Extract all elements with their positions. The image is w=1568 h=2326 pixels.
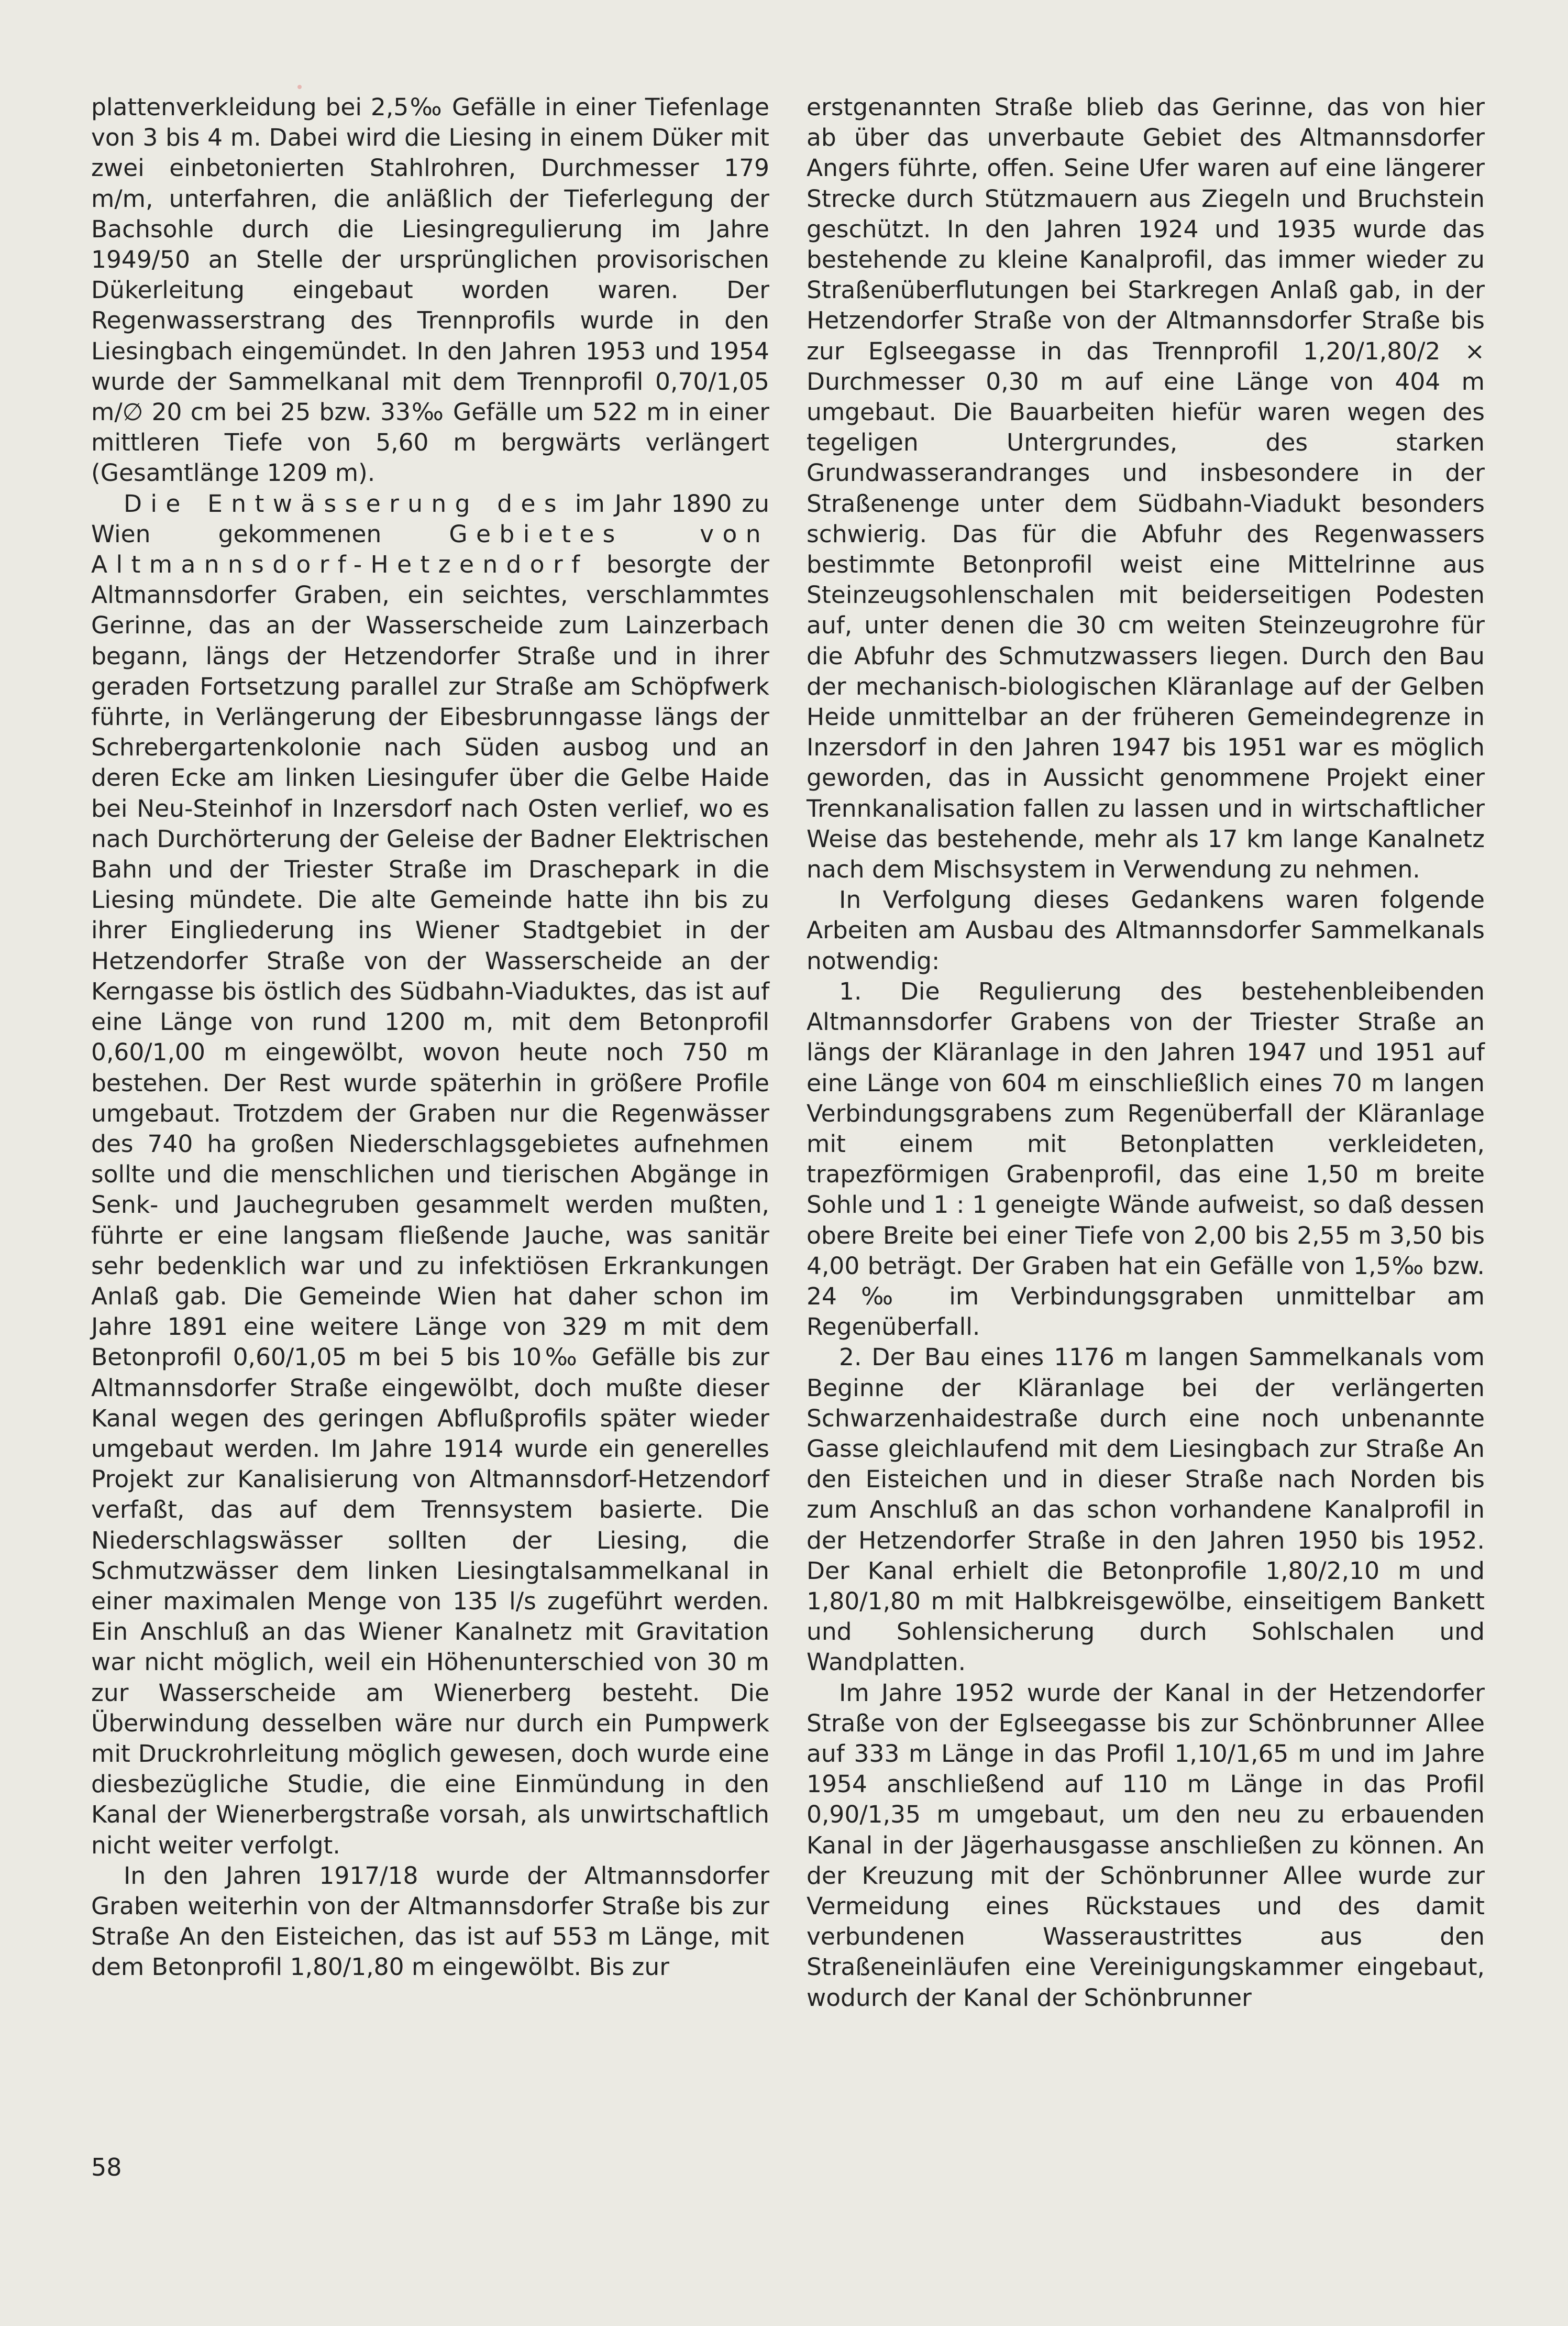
left-paragraph-1: plattenverkleidung bei 2,5‰ Gefälle in einer Tiefenlage von 3 bis 4 m. Dabei wird die Liesing in einem Düker mit zwei einbetonierten Stahlrohren, Durchmesser 179 m/m, unterfahren, die anläßlich der Tieferlegung der Bachsohle durch die Liesingregulierung im Jahre 1949/50 an Stelle der ursprünglichen provisorischen Dükerleitung eingebaut worden waren. Der Regenwasserstrang des Trennprofils wurde in den Liesingbach eingemündet. In den Jahren 1953 und 1954 wurde der Sammelkanal mit dem Trennprofil 0,70/1,05 m/∅ 20 cm bei 25 bzw. 33‰ Gefälle um 522 m in einer mittleren Tiefe von 5,60 m bergwärts verlängert (Gesamtlänge 1209 m). [91,93,769,487]
right-paragraph-4: 2. Der Bau eines 1176 m langen Sammelkanals vom Beginne der Kläranlage bei der verlängerten Schwarzenhaidestraße durch eine noch unbenannte Gasse gleichlaufend mit dem Liesingbach zur Straße An den Eisteichen und in dieser Straße nach Norden bis zum Anschluß an das schon vorhandene Kanalprofil in der Hetzendorfer Straße in den Jahren 1950 bis 1952. Der Kanal erhielt die Betonprofile 1,80/2,10 m und 1,80/1,80 m mit Halbkreisgewölbe, einseitigem Bankett und Sohlensicherung durch Sohlschalen und Wandplatten. [807,1343,1485,1676]
spaced-heading-gebietes: Gebietes von Altmannsdorf-Hetzendorf [91,520,769,579]
right-paragraph-3: 1. Die Regulierung des bestehenbleibenden Altmannsdorfer Grabens von der Triester Straße an längs der Kläranlage in den Jahren 1947 und 1951 auf eine Länge von 604 m einschließlich eines 70 m langen Verbindungsgrabens zum Regenüberfall der Kläranlage mit einem mit Betonplatten verkleideten, trapezförmigen Grabenprofil, das eine 1,50 m breite Sohle und 1 : 1 geneigte Wände aufweist, so daß dessen obere Breite bei einer Tiefe von 2,00 bis 2,55 m 3,50 bis 4,00 beträgt. Der Graben hat ein Gefälle von 1,5‰ bzw. 24‰ im Verbindungsgraben unmittelbar am Regenüberfall. [807,977,1485,1341]
spaced-heading-entwaesserung: Die Entwässerung des [124,489,565,518]
paper-speck [297,85,302,89]
left-paragraph-2-mid: im Jahr 1890 zu Wien gekommenen [91,489,769,548]
right-paragraph-2: In Verfolgung dieses Gedankens waren folgende Arbeiten am Ausbau des Altmannsdorfer Sammelkanals notwendig: [807,886,1485,975]
page-number: 58 [91,2153,122,2181]
left-paragraph-3: In den Jahren 1917/18 wurde der Altmannsdorfer Graben weiterhin von der Altmannsdorfer Straße bis zur Straße An den Eisteichen, das ist auf 553 m Länge, mit dem Betonprofil 1,80/1,80 m eingewölbt. Bis zur [91,1861,769,1981]
left-paragraph-2-body: besorgte der Altmannsdorfer Graben, ein seichtes, verschlammtes Gerinne, das an der Wasserscheide zum Lainzerbach begann, längs der Hetzendorfer Straße und in ihrer geraden Fortsetzung parallel zur Straße am Schöpfwerk führte, in Verlängerung der Eibesbrunngasse längs der Schrebergartenkolonie nach Süden ausbog und an deren Ecke am linken Liesingufer über die Gelbe Haide bei Neu-Steinhof in Inzersdorf nach Osten verlief, wo es nach Durchörterung der Geleise der Badner Elektrischen Bahn und der Triester Straße im Draschepark in die Liesing mündete. Die alte Gemeinde hatte ihn bis zu ihrer Eingliederung ins Wiener Stadtgebiet in der Hetzendorfer Straße von der Wasserscheide an der Kerngasse bis östlich des Südbahn-Viaduktes, das ist auf eine Länge von rund 1200 m, mit dem Betonprofil 0,60/1,00 m eingewölbt, wovon heute noch 750 m bestehen. Der Rest wurde späterhin in größere Profile umgebaut. Trotzdem der Graben nur die Regenwässer des 740 ha großen Niederschlagsgebietes aufnehmen sollte und die menschlichen und tierischen Abgänge in Senk- und Jauchegruben gesammelt werden mußten, führte er eine langsam fließende Jauche, was sanitär sehr bedenklich war und zu infektiösen Erkrankungen Anlaß gab. Die Gemeinde Wien hat daher schon im Jahre 1891 eine weitere Länge von 329 m mit dem Betonprofil 0,60/1,05 m bei 5 bis 10‰ Gefälle bis zur Altmannsdorfer Straße eingewölbt, doch mußte dieser Kanal wegen des geringen Abflußprofils später wieder umgebaut werden. Im Jahre 1914 wurde ein generelles Projekt zur Kanalisierung von Altmannsdorf-Hetzendorf verfaßt, das auf dem Trennsystem basierte. Die Niederschlagswässer sollten der Liesing, die Schmutzwässer dem linken Liesingtalsammelkanal in einer maximalen Menge von 135 l/s zugeführt werden. Ein Anschluß an das Wiener Kanalnetz mit Gravitation war nicht möglich, weil ein Höhenunterschied von 30 m zur Wasserscheide am Wienerberg besteht. Die Überwindung desselben wäre nur durch ein Pumpwerk mit Druckrohrleitung möglich gewesen, doch wurde eine diesbezügliche Studie, die eine Einmündung in den Kanal der Wienerbergstraße vorsah, als unwirtschaftlich nicht weiter verfolgt. [91,551,769,1859]
left-text-column [91,92,769,1983]
right-text-column [807,92,1485,2013]
right-paragraph-1: erstgenannten Straße blieb das Gerinne, das von hier ab über das unverbaute Gebiet des Altmannsdorfer Angers führte, offen. Seine Ufer waren auf eine längerer Strecke durch Stützmauern aus Ziegeln und Bruchstein geschützt. In den Jahren 1924 und 1935 wurde das bestehende zu kleine Kanalprofil, das immer wieder zu Straßenüberflutungen bei Starkregen Anlaß gab, in der Hetzendorfer Straße von der Altmannsdorfer Straße bis zur Eglseegasse in das Trennprofil 1,20/1,80/2 × Durchmesser 0,30 m auf eine Länge von 404 m umgebaut. Die Bauarbeiten hiefür waren wegen des tegeligen Untergrundes, des starken Grundwasserandranges und insbesondere in der Straßenenge unter dem Südbahn-Viadukt besonders schwierig. Das für die Abfuhr des Regenwassers bestimmte Betonprofil weist eine Mittelrinne aus Steinzeugsohlenschalen mit beiderseitigen Podesten auf, unter denen die 30 cm weiten Steinzeugrohre für die Abfuhr des Schmutzwassers liegen. Durch den Bau der mechanisch-biologischen Kläranlage auf der Gelben Heide unmittelbar an der früheren Gemeindegrenze in Inzersdorf in den Jahren 1947 bis 1951 war es möglich geworden, das in Aussicht genommene Projekt einer Trennkanalisation fallen zu lassen und in wirtschaftlicher Weise das bestehende, mehr als 17 km lange Kanalnetz nach dem Mischsystem in Verwendung zu nehmen. [807,93,1485,884]
left-paragraph-2 [91,489,769,1861]
right-paragraph-5: Im Jahre 1952 wurde der Kanal in der Hetzendorfer Straße von der Eglseegasse bis zur Schönbrunner Allee auf 333 m Länge in das Profil 1,10/1,65 m und im Jahre 1954 anschließend auf 110 m Länge in das Profil 0,90/1,35 m umgebaut, um den neu zu erbauenden Kanal in der Jägerhausgasse anschließen zu können. An der Kreuzung mit der Schönbrunner Allee wurde zur Vermeidung eines Rückstaues und des damit verbundenen Wasseraustrittes aus den Straßeneinläufen eine Vereinigungskammer eingebaut, wodurch der Kanal der Schönbrunner [807,1678,1485,2012]
